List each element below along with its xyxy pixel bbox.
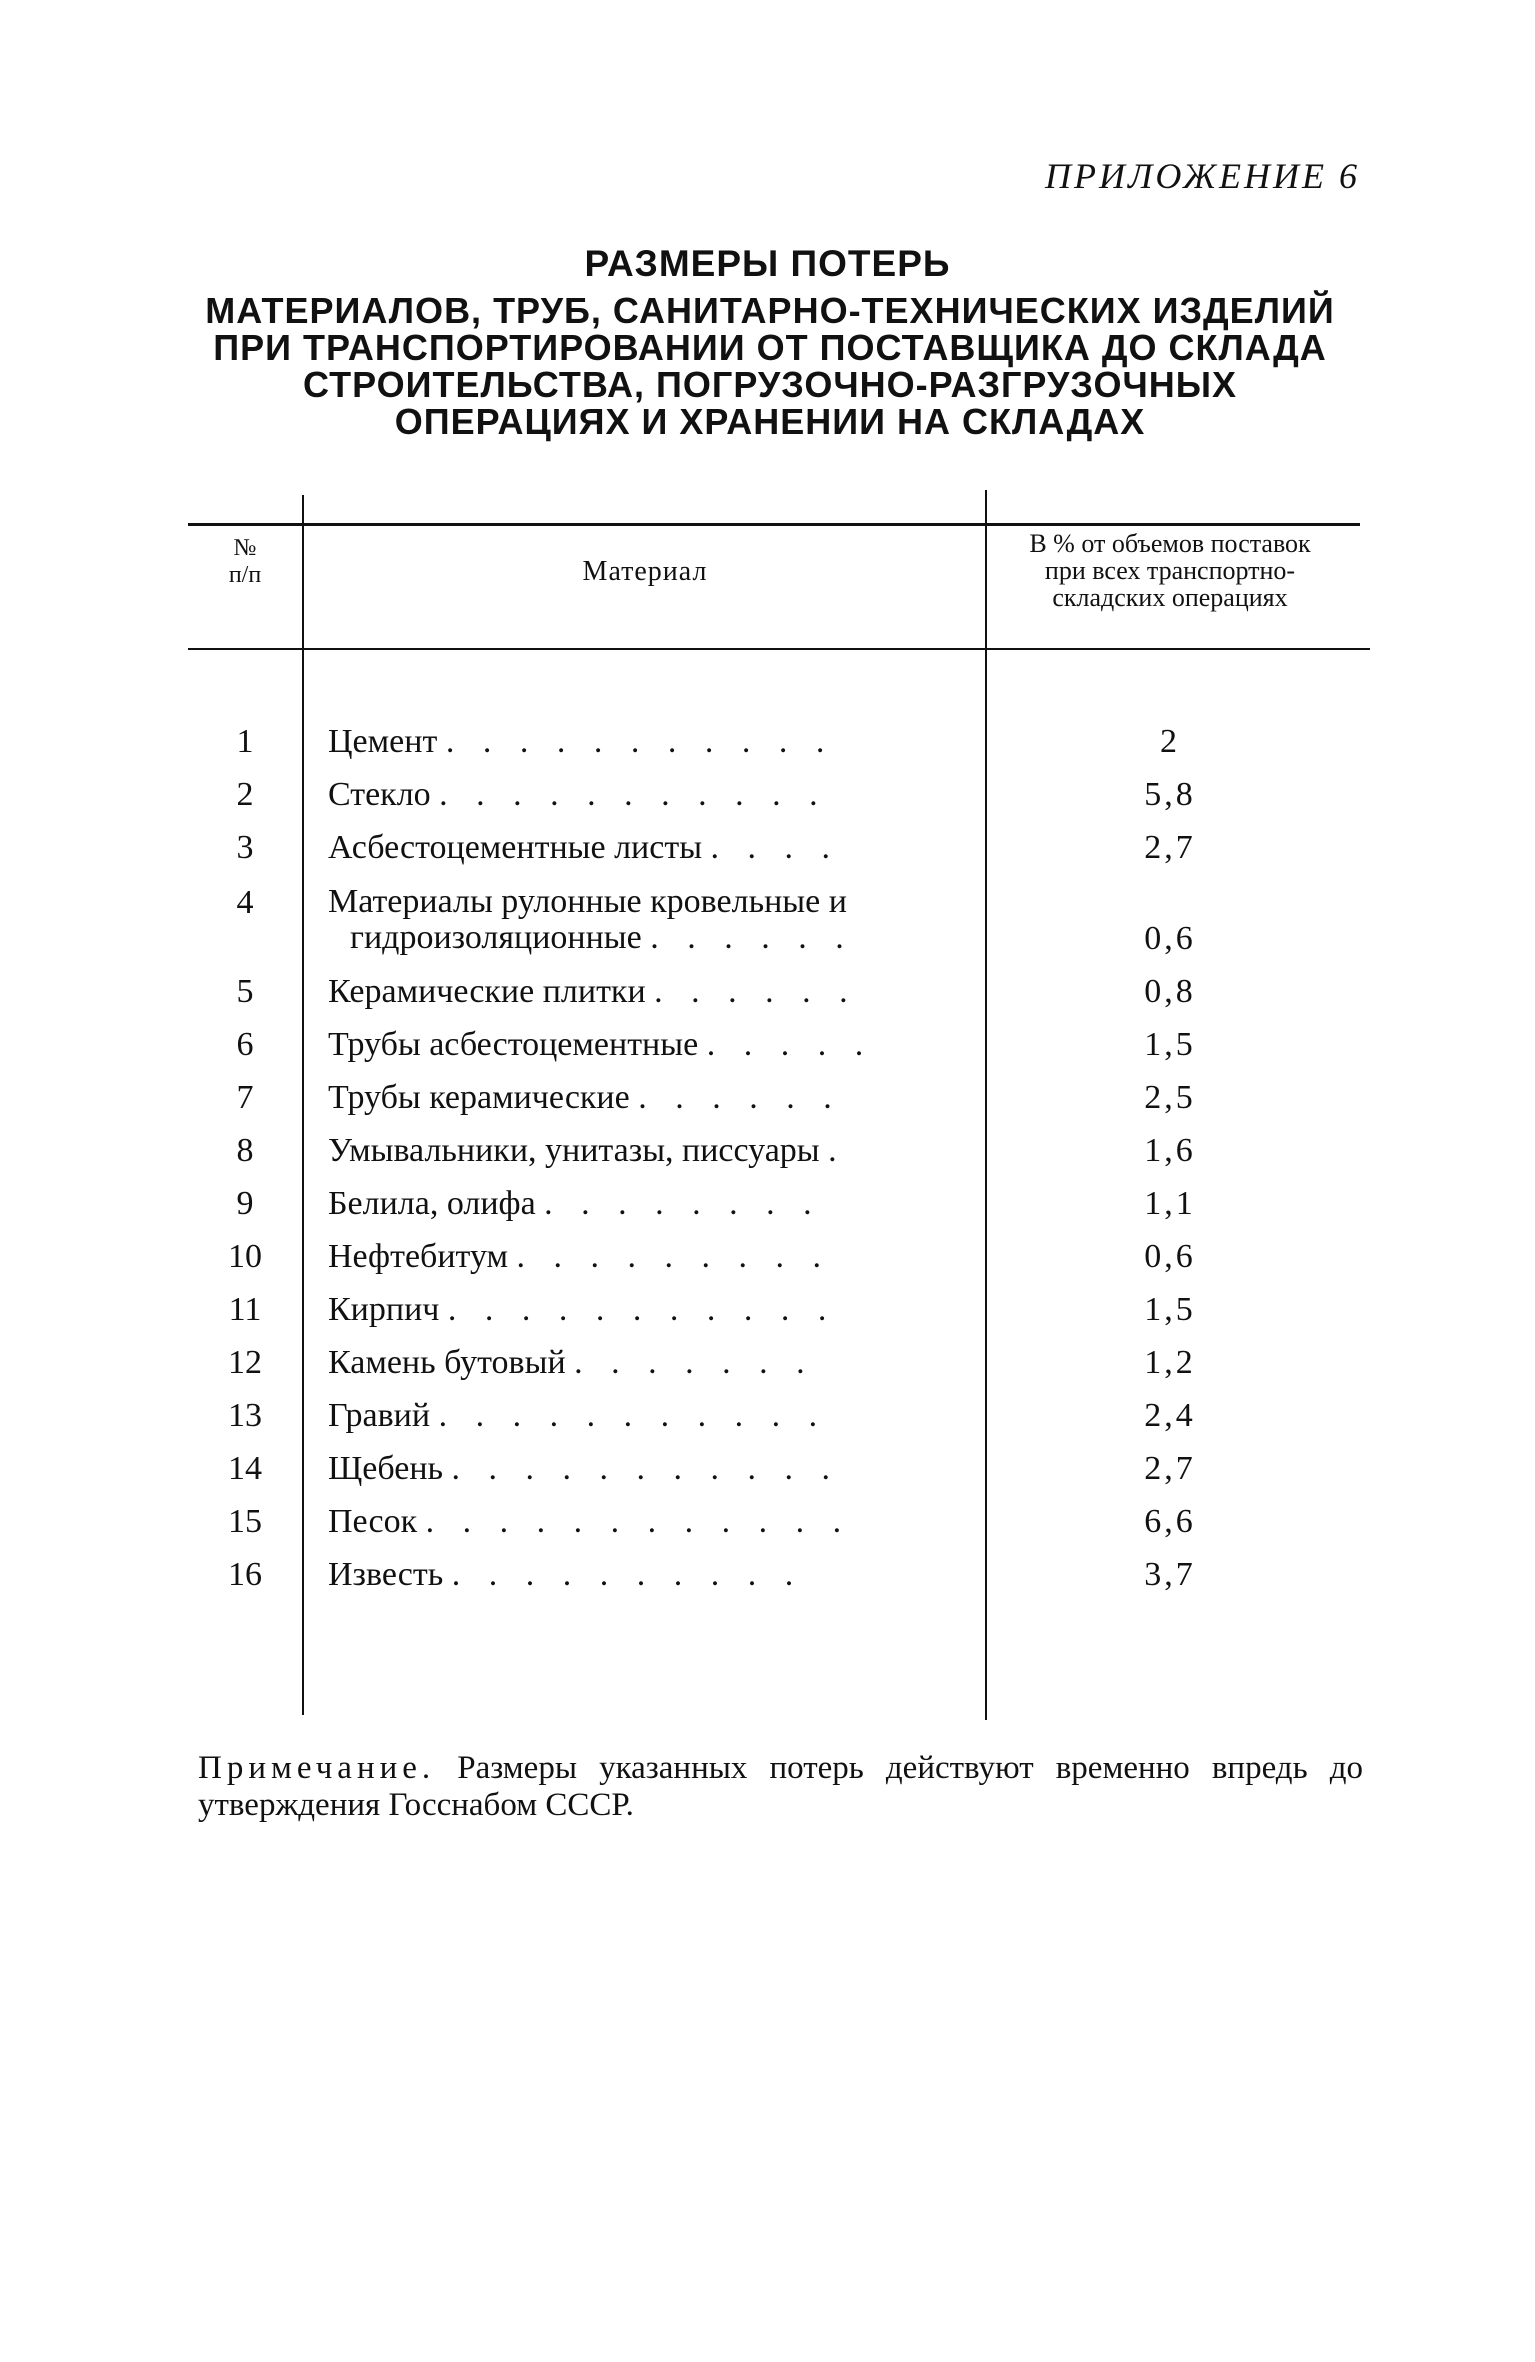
leader-dots: . . . . . . . . . . . bbox=[447, 1291, 837, 1328]
row-number: 3 bbox=[236, 829, 254, 866]
header-percent-line: складских операциях bbox=[1052, 583, 1288, 612]
row-material bbox=[328, 1344, 968, 1382]
appendix-label: ПРИЛОЖЕНИЕ 6 bbox=[1045, 156, 1360, 196]
leader-dots: . . . . . . . . . . . bbox=[451, 1450, 841, 1487]
row-number: 6 bbox=[236, 1026, 254, 1063]
table-row bbox=[0, 1556, 1535, 1606]
row-value: 0,6 bbox=[1144, 1238, 1196, 1275]
row-number: 8 bbox=[236, 1132, 254, 1169]
row-material bbox=[328, 1556, 968, 1594]
header-number-symbol: № bbox=[233, 535, 257, 561]
material-name: Трубы керамические bbox=[328, 1079, 630, 1116]
material-name: Цемент bbox=[328, 723, 438, 760]
row-value: 1,2 bbox=[1144, 1344, 1196, 1381]
row-value: 0,8 bbox=[1144, 973, 1196, 1010]
leader-dots: . . . . . . bbox=[650, 919, 854, 956]
leader-dots: . . . . . . . . . . . . bbox=[425, 1503, 852, 1540]
material-name: Нефтебитум bbox=[328, 1238, 509, 1275]
row-material bbox=[328, 723, 968, 761]
table-header-rule bbox=[188, 648, 1370, 650]
header-material: Материал bbox=[582, 556, 708, 587]
row-value: 1,6 bbox=[1144, 1132, 1196, 1169]
material-name: Белила, олифа bbox=[328, 1185, 536, 1222]
table-row bbox=[0, 1397, 1535, 1447]
row-material bbox=[328, 829, 968, 867]
footnote-text: Размеры указанных потерь действуют временно впредь до утверждения Госснабом СССР. bbox=[198, 1750, 1363, 1823]
material-name: Гравий bbox=[328, 1397, 431, 1434]
table-top-rule bbox=[188, 523, 1360, 526]
row-material bbox=[328, 1079, 968, 1117]
leader-dots: . . . . . . . . bbox=[544, 1185, 822, 1222]
row-number: 9 bbox=[236, 1185, 254, 1222]
material-name-line2: гидроизоляционные bbox=[350, 919, 642, 956]
header-percent-line: В % от объемов поставок bbox=[1029, 529, 1311, 558]
footnote-label: Примечание. bbox=[198, 1750, 436, 1786]
table-row bbox=[0, 1132, 1535, 1182]
table-row bbox=[0, 829, 1535, 879]
material-name: Щебень bbox=[328, 1450, 444, 1487]
row-material bbox=[328, 973, 968, 1011]
document-title: РАЗМЕРЫ ПОТЕРЬ bbox=[584, 243, 951, 284]
material-name: Кирпич bbox=[328, 1291, 440, 1328]
row-value: 5,8 bbox=[1144, 776, 1196, 813]
row-material bbox=[328, 1397, 968, 1435]
material-name: Стекло bbox=[328, 776, 431, 813]
row-number: 13 bbox=[228, 1397, 262, 1434]
table-row bbox=[0, 884, 1535, 979]
leader-dots: . . . . . . bbox=[654, 973, 858, 1010]
table-row bbox=[0, 1450, 1535, 1500]
header-percent bbox=[990, 530, 1350, 611]
table-row bbox=[0, 1503, 1535, 1553]
table-row bbox=[0, 1291, 1535, 1341]
row-number: 14 bbox=[228, 1450, 262, 1487]
row-number: 16 bbox=[228, 1556, 262, 1593]
table-row bbox=[0, 1344, 1535, 1394]
leader-dots: . . . . . . bbox=[638, 1079, 842, 1116]
row-material bbox=[328, 1503, 968, 1541]
row-value: 6,6 bbox=[1144, 1503, 1196, 1540]
table-row bbox=[0, 723, 1535, 773]
row-material bbox=[328, 1450, 968, 1488]
leader-dots: . . . . . . . . . . bbox=[451, 1556, 804, 1593]
row-value: 1,1 bbox=[1144, 1185, 1196, 1222]
header-number-abbrev: п/п bbox=[228, 562, 262, 588]
leader-dots: . . . . . . . . . . . bbox=[438, 1397, 828, 1434]
material-name: Известь bbox=[328, 1556, 444, 1593]
material-name: Камень бутовый bbox=[328, 1344, 566, 1381]
material-name: Умывальники, унитазы, писсуары bbox=[328, 1132, 820, 1169]
subtitle-line: ОПЕРАЦИЯХ И ХРАНЕНИИ НА СКЛАДАХ bbox=[394, 401, 1146, 442]
row-value: 1,5 bbox=[1144, 1291, 1196, 1328]
leader-dots: . bbox=[828, 1132, 847, 1169]
row-value: 3,7 bbox=[1144, 1556, 1196, 1593]
row-material bbox=[328, 1291, 968, 1329]
row-number: 11 bbox=[228, 1291, 262, 1328]
row-value: 0,6 bbox=[1144, 920, 1196, 957]
row-number: 1 bbox=[236, 723, 254, 760]
row-material bbox=[328, 1185, 968, 1223]
material-name: Песок bbox=[328, 1503, 418, 1540]
subtitle-line: СТРОИТЕЛЬСТВА, ПОГРУЗОЧНО-РАЗГРУЗОЧНЫХ bbox=[303, 364, 1237, 405]
row-material bbox=[328, 1026, 968, 1064]
material-name: Асбестоцементные листы bbox=[328, 829, 703, 866]
leader-dots: . . . . . . . bbox=[574, 1344, 815, 1381]
row-value: 2,7 bbox=[1144, 1450, 1196, 1487]
material-name: Материалы рулонные кровельные и bbox=[328, 884, 847, 920]
row-value: 1,5 bbox=[1144, 1026, 1196, 1063]
table-row bbox=[0, 973, 1535, 1023]
subtitle-line: МАТЕРИАЛОВ, ТРУБ, САНИТАРНО-ТЕХНИЧЕСКИХ ИЗДЕЛИЙ bbox=[205, 290, 1335, 331]
table-row bbox=[0, 776, 1535, 826]
leader-dots: . . . . . . . . . . . bbox=[445, 723, 835, 760]
material-name-continued bbox=[328, 920, 968, 956]
table-row bbox=[0, 1026, 1535, 1076]
leader-dots: . . . . . . . . . . . bbox=[439, 776, 828, 813]
row-number: 15 bbox=[228, 1503, 262, 1540]
subtitle-line: ПРИ ТРАНСПОРТИРОВАНИИ ОТ ПОСТАВЩИКА ДО СКЛАДА bbox=[213, 327, 1327, 368]
row-material bbox=[328, 1238, 968, 1276]
row-number: 2 bbox=[236, 776, 254, 813]
material-name: Керамические плитки bbox=[328, 973, 646, 1010]
row-value: 2,5 bbox=[1144, 1079, 1196, 1116]
row-value: 2,4 bbox=[1144, 1397, 1196, 1434]
table-row bbox=[0, 1238, 1535, 1288]
row-value: 2 bbox=[1160, 723, 1180, 760]
header-number bbox=[190, 535, 300, 589]
header-percent-line: при всех транспортно- bbox=[1044, 556, 1296, 585]
row-number: 7 bbox=[236, 1079, 254, 1116]
row-number: 12 bbox=[228, 1344, 262, 1381]
row-material bbox=[328, 884, 968, 956]
material-name: Трубы асбестоцементные bbox=[328, 1026, 699, 1063]
document-subtitle bbox=[180, 292, 1360, 440]
row-material bbox=[328, 776, 968, 814]
table-row bbox=[0, 1079, 1535, 1129]
row-number: 10 bbox=[228, 1238, 262, 1275]
leader-dots: . . . . . . . . . bbox=[516, 1238, 832, 1275]
row-number: 5 bbox=[236, 973, 254, 1010]
table-row bbox=[0, 1185, 1535, 1235]
leader-dots: . . . . bbox=[710, 829, 841, 866]
row-number: 4 bbox=[236, 884, 254, 921]
leader-dots: . . . . . bbox=[706, 1026, 874, 1063]
row-value: 2,7 bbox=[1144, 829, 1196, 866]
footnote bbox=[198, 1750, 1363, 1824]
row-material bbox=[328, 1132, 968, 1170]
